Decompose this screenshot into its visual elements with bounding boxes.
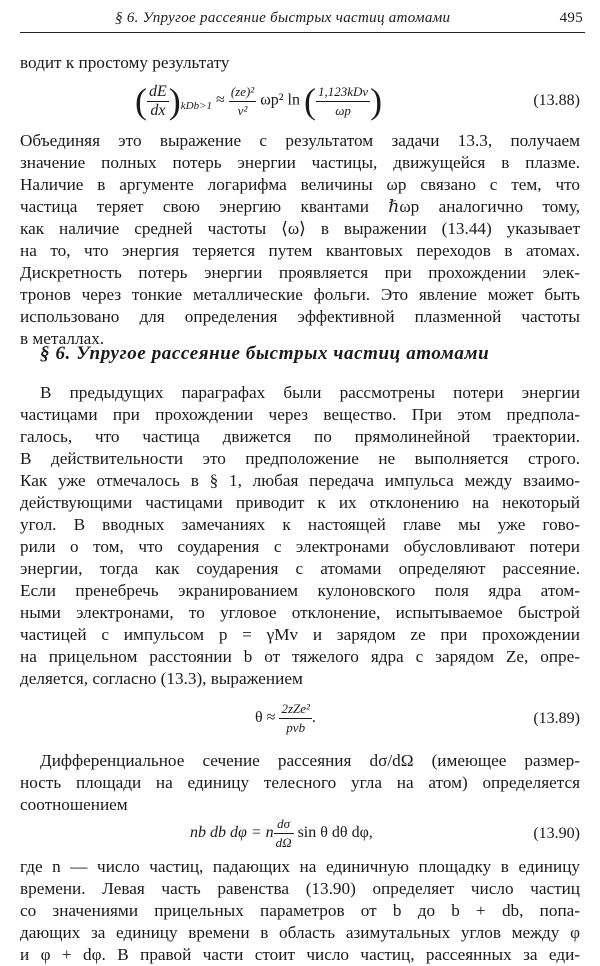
- equation-number-13-89: (13.89): [533, 710, 580, 727]
- paragraph-line: рили о том, что соударения с электронами обусловливают потери: [20, 537, 580, 556]
- paragraph-line: частицами при прохождении через вещество. При этом предпола-: [20, 405, 580, 424]
- paragraph-line: Наличие в аргументе логарифма величины ωp связано с тем, что: [20, 175, 580, 194]
- lhs-subscript: kDb>1: [180, 99, 213, 112]
- intro-line: водит к простому результату: [20, 53, 230, 72]
- paragraph-line: на то, что энергия теряется путем квантовых переходов в атомах.: [20, 241, 580, 260]
- paragraph-line: Как уже отмечалось в § 1, любая передача импульса между взаимо-: [20, 471, 580, 490]
- paragraph-line: ность площади на единицу телесного угла на атом) определяется: [20, 773, 580, 792]
- paragraph-line: значение полных потерь энергии частицы, движущейся в плазме.: [20, 153, 580, 172]
- equation-13-90: nb db dφ = n $\frac{d\sigma}{d\Omega}$ sin θ dθ dφ,: [190, 816, 373, 850]
- equation-number-13-90: (13.90): [533, 825, 580, 842]
- paragraph-line: Если пренебречь экранированием кулоновского поля ядра атом-: [20, 581, 580, 600]
- lhs-fraction: $\frac{dE}{dx}$: [149, 82, 167, 119]
- paragraph-line: действующими частицами приводит к их отклонению на некоторый: [20, 493, 580, 512]
- paragraph-line: энергии, тогда как соударения с атомами определяют рассеяние.: [20, 559, 580, 578]
- page-number: 495: [559, 10, 583, 26]
- paragraph-line: дающих за единицу времени в область азимутальных углов между φ: [20, 923, 580, 942]
- paragraph-line: Объединяя это выражение с результатом задачи 13.3, получаем: [20, 131, 580, 150]
- running-title: § 6. Упругое рассеяние быстрых частиц атомами: [115, 10, 451, 26]
- paragraph-line: со значениями прицельных параметров от b до b + db, попа-: [20, 901, 580, 920]
- theta-fraction: $\frac{\text{2zZe²}}{\text{pvb}}$: [281, 701, 310, 735]
- paragraph-line: В предыдущих параграфах были рассмотрены потери энергии: [40, 383, 580, 402]
- paragraph-line: Дискретность потерь энергии проявляется при прохождении элек-: [20, 263, 580, 282]
- cross-section-fraction: $\frac{d\sigma}{d\Omega}$: [275, 816, 292, 850]
- paragraph-line: соотношением: [20, 795, 128, 814]
- running-header: [20, 6, 585, 33]
- paragraph-line: частица теряет свою энергию квантами ℏωp аналогично тому,: [20, 197, 580, 216]
- paragraph-line: угол. В вводных замечаниях к настоящей главе мы уже гово-: [20, 515, 580, 534]
- paragraph-line: и φ + dφ. В правой части стоит число частиц, рассеянных за еди-: [20, 945, 580, 964]
- omega-term: ωp² ln: [260, 91, 300, 109]
- paragraph-line: ными электронами, то угловое отклонение, испытываемое быстрой: [20, 603, 580, 622]
- paragraph-line: частицей с импульсом p = γMv и зарядом ze при прохождении: [20, 625, 580, 644]
- paragraph-line: В действительности это предположение не выполняется строго.: [20, 449, 580, 468]
- charge-fraction: $\frac{\text{(ze)²}}{\text{v²}}$: [230, 83, 255, 118]
- paragraph-line: использовано для определения эффективной плазменной частоты: [20, 307, 580, 326]
- section-heading: § 6. Упругое рассеяние быстрых частиц атомами: [40, 343, 490, 364]
- paragraph-line: на прицельном расстоянии b от тяжелого ядра с зарядом Ze, опре-: [20, 647, 580, 666]
- paragraph-line: тронов через тонкие металлические фольги. Это явление может быть: [20, 285, 580, 304]
- paragraph-line: в металлах.: [20, 329, 105, 348]
- equation-number-13-88: (13.88): [533, 92, 580, 109]
- log-fraction: $\frac{\text{1,123kDv}}{\omega p}$: [317, 83, 369, 118]
- paragraph-line: как наличие средней частоты ⟨ω⟩ в выражении (13.44) указывает: [20, 219, 580, 238]
- paragraph-line: деляется, согласно (13.3), выражением: [20, 669, 303, 688]
- equation-13-88: ( $\frac{dE}{dx}$ )$_{kDb>1}$ ≈ $\frac{\text{(ze)²}}{\text{v²}}$ ωp² ln ( $\frac{\text{1,123kDv}}{\omega p}$ ): [135, 81, 383, 121]
- equation-13-89: θ ≈ $\frac{\text{2zZe²}}{\text{pvb}}$ .: [255, 701, 316, 735]
- paragraph-line: где n — число частиц, падающих на единичную площадку в единицу: [20, 857, 580, 876]
- paragraph-line: времени. Левая часть равенства (13.90) определяет число частиц: [20, 879, 580, 898]
- paragraph-line: галось, что частица движется по прямолинейной траектории.: [20, 427, 580, 446]
- paragraph-line: Дифференциальное сечение рассеяния dσ/dΩ (имеющее размер-: [40, 751, 580, 770]
